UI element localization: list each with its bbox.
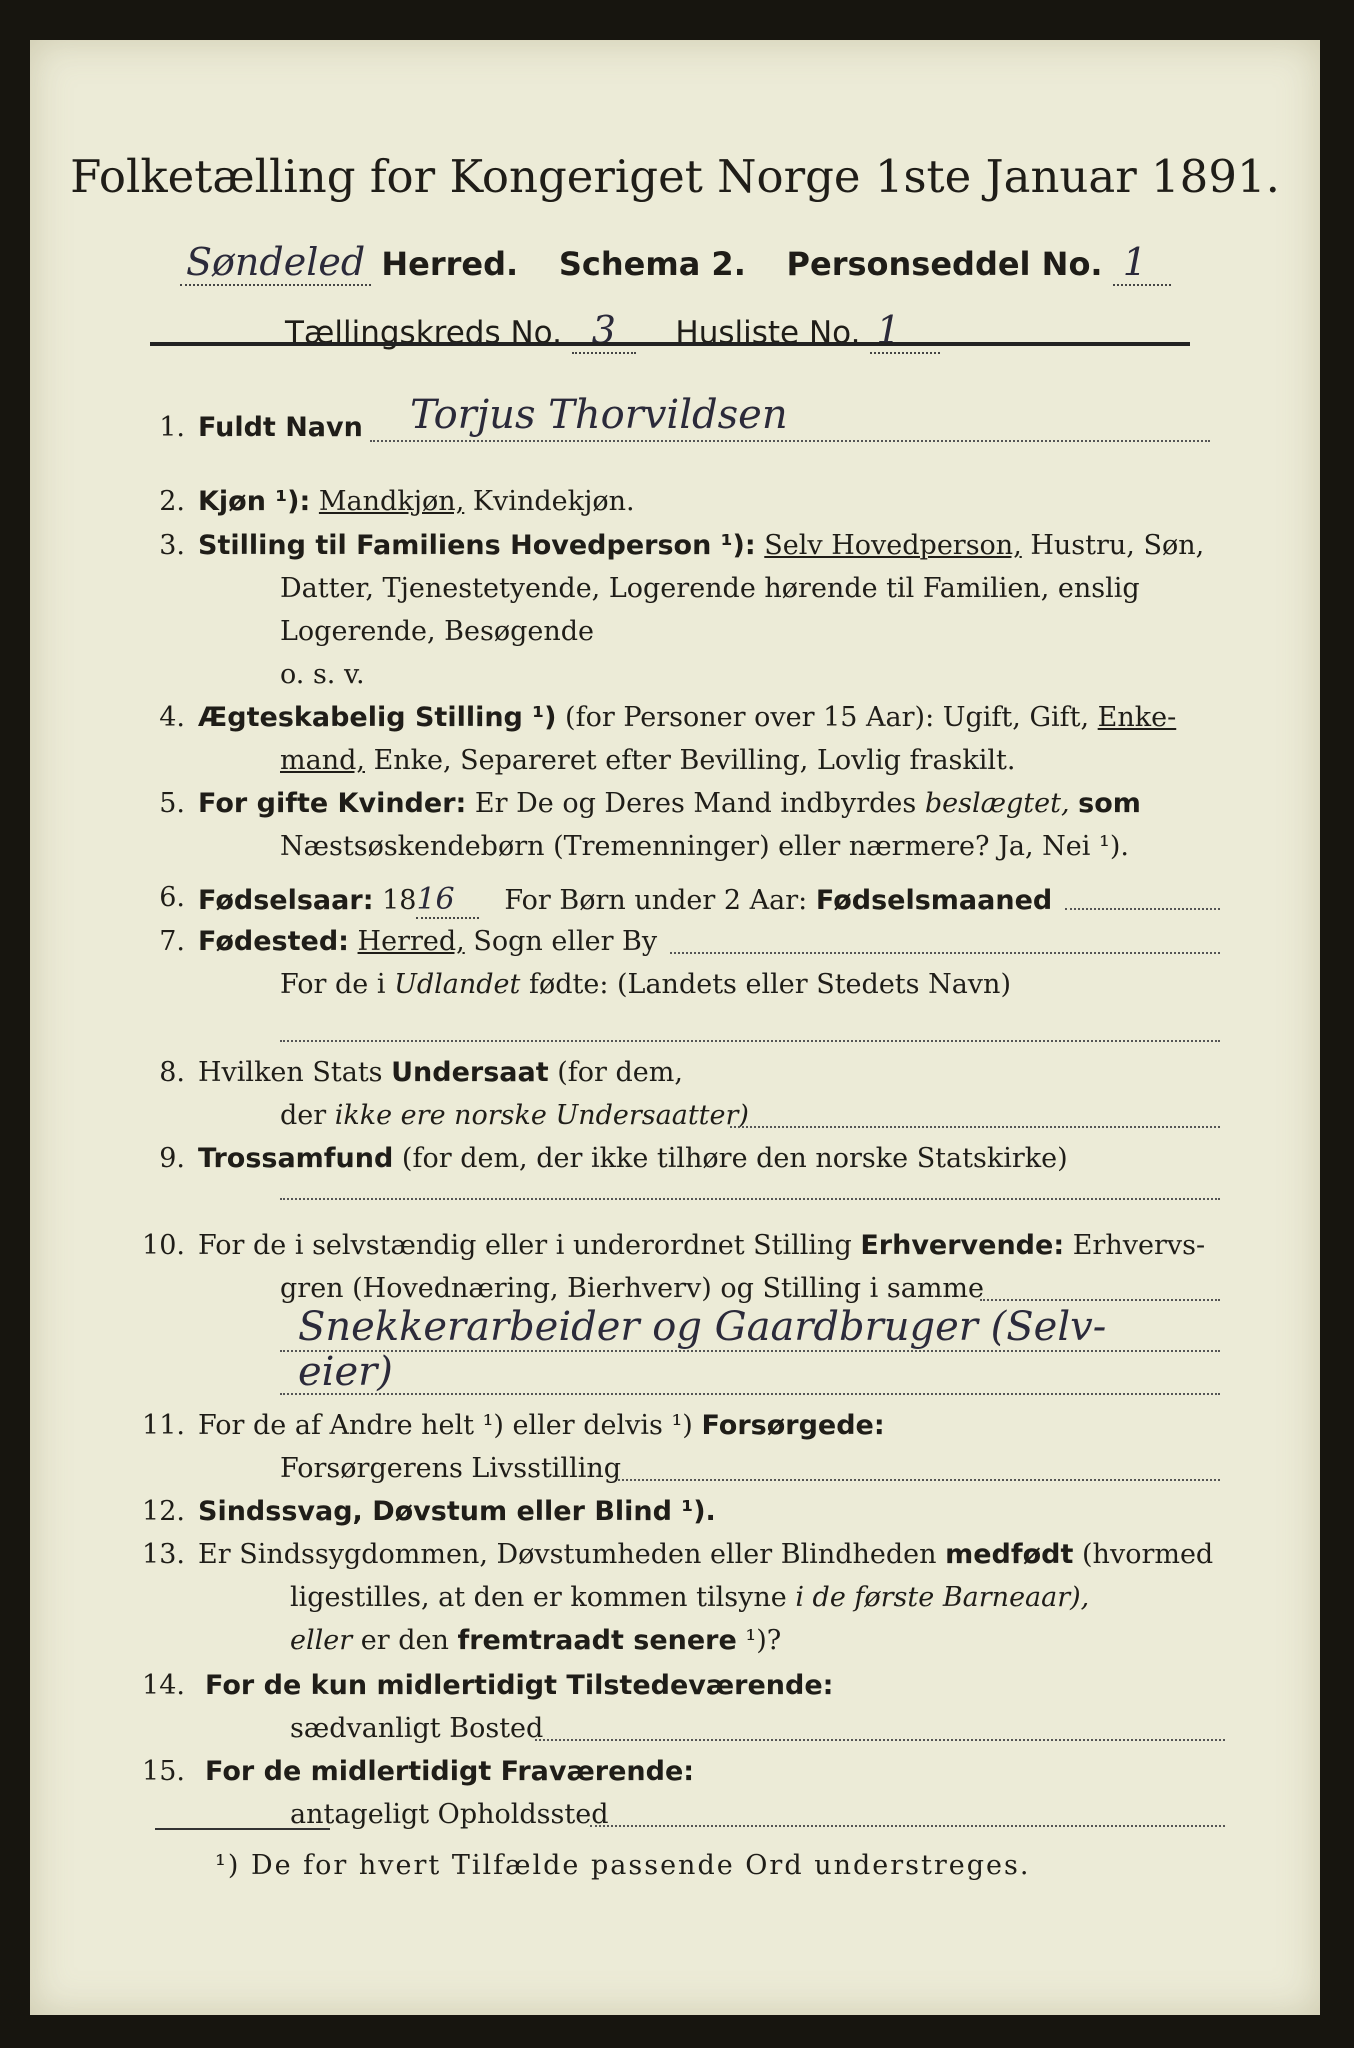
birth-year-prefix: 18 bbox=[382, 885, 417, 916]
text-part: For de i selvstændig eller i underordnet Stilling bbox=[198, 1230, 852, 1261]
item-label: fremtraadt senere bbox=[457, 1625, 737, 1656]
item-text-line2 bbox=[280, 969, 1011, 1000]
item-label: Fødselsaar: bbox=[198, 885, 374, 916]
item-text-line2 bbox=[280, 745, 1015, 776]
text-part: For de i bbox=[280, 969, 386, 1000]
item-text-rest: Hustru, Søn, bbox=[1030, 530, 1205, 561]
text-part: For de af Andre helt ¹) eller delvis ¹) bbox=[198, 1410, 693, 1441]
fill-line bbox=[618, 1479, 1220, 1481]
item-text-line2 bbox=[290, 1582, 1089, 1613]
item-text-rest: For Børn under 2 Aar: bbox=[504, 885, 808, 916]
text-italic: ikke ere norske Undersaatter) bbox=[334, 1100, 749, 1131]
fill-line bbox=[280, 1350, 1220, 1352]
item-number: 13. bbox=[142, 1539, 185, 1570]
option-enkemand-underlined: Enke- bbox=[1097, 702, 1177, 733]
header-divider bbox=[150, 342, 1190, 346]
herred-handwritten: Søndeled bbox=[180, 240, 371, 286]
husliste-label: Husliste No. bbox=[675, 315, 861, 351]
item-text-end: som bbox=[1078, 788, 1141, 819]
fill-line bbox=[590, 1825, 1225, 1827]
item-label: Kjøn ¹): bbox=[198, 486, 311, 517]
item-text-rest: (for Personer over 15 Aar): Ugift, Gift, bbox=[565, 702, 1090, 733]
item-number: 4. bbox=[159, 702, 185, 733]
item-number: 14. bbox=[142, 1670, 185, 1701]
item-text bbox=[198, 1057, 683, 1088]
item-label: Trossamfund bbox=[198, 1143, 394, 1174]
item-text-line2: Næstsøskendebørn (Tremenninger) eller nærmere? Ja, Nei ¹). bbox=[280, 831, 1129, 862]
item-number: 15. bbox=[142, 1756, 185, 1787]
item-text bbox=[198, 702, 1176, 733]
item-number: 2. bbox=[159, 486, 185, 517]
item-text-line2: gren (Hovednæring, Bierhverv) og Stilling i samme bbox=[280, 1273, 985, 1304]
item-text bbox=[198, 926, 657, 957]
text-italic: Udlandet bbox=[394, 969, 521, 1000]
text-italic: i de første Barneaar), bbox=[795, 1582, 1090, 1613]
text-part: Er Sindssygdommen, Døvstumheden eller Blindheden bbox=[198, 1539, 937, 1570]
item-text bbox=[198, 1230, 1205, 1261]
item-number: 1. bbox=[159, 412, 185, 443]
item-number: 9. bbox=[159, 1143, 185, 1174]
item-text bbox=[198, 1539, 1213, 1570]
option-herred-underlined: Herred, bbox=[357, 926, 465, 957]
item-text-line3 bbox=[290, 1625, 781, 1656]
item-number: 8. bbox=[159, 1057, 185, 1088]
item-number: 5. bbox=[159, 788, 185, 819]
text-part: fødte: (Landets eller Stedets Navn) bbox=[528, 969, 1011, 1000]
text-part: ¹)? bbox=[745, 1625, 782, 1656]
item-label: Sindssvag, Døvstum eller Blind ¹). bbox=[198, 1496, 716, 1527]
fill-line bbox=[370, 440, 1210, 442]
husliste-handwritten: 1 bbox=[870, 308, 940, 354]
item-text bbox=[198, 530, 1204, 561]
item-label: Ægteskabelig Stilling ¹) bbox=[198, 702, 557, 733]
item-label: Undersaat bbox=[391, 1057, 549, 1088]
fill-line bbox=[670, 952, 1220, 954]
text-part: der bbox=[280, 1100, 327, 1131]
item-text-italic: beslægtet, bbox=[924, 788, 1070, 819]
text-part: ligestilles, at den er kommen tilsyne bbox=[290, 1582, 787, 1613]
footnote: ¹) De for hvert Tilfælde passende Ord understreges. bbox=[215, 1850, 1031, 1881]
fill-line bbox=[980, 1299, 1220, 1301]
header-row-herred bbox=[180, 240, 1171, 284]
fill-line bbox=[280, 1198, 1220, 1200]
fill-line bbox=[280, 1393, 1220, 1395]
option-enkemand-underlined-cont: mand, bbox=[280, 745, 365, 776]
item-number: 3. bbox=[159, 530, 185, 561]
item-label-bold: Fødselsmaaned bbox=[815, 885, 1053, 916]
birth-year-handwritten: 16 bbox=[416, 882, 478, 919]
occupation-handwritten-line2: eier) bbox=[298, 1349, 393, 1395]
item-number: 11. bbox=[142, 1410, 185, 1441]
item-text-line2: Datter, Tjenestetyende, Logerende hørende til Familien, enslig bbox=[280, 573, 1140, 604]
taellingskreds-label: Tællingskreds No. bbox=[285, 315, 562, 351]
item-label: For de kun midlertidigt Tilstedeværende: bbox=[205, 1670, 834, 1701]
item-text bbox=[198, 882, 1052, 917]
text-italic: eller bbox=[290, 1625, 353, 1656]
personseddel-label: Personseddel No. bbox=[786, 245, 1103, 283]
text-part: Hvilken Stats bbox=[198, 1057, 383, 1088]
item-text bbox=[198, 486, 635, 517]
personseddel-handwritten: 1 bbox=[1113, 240, 1171, 286]
item-number: 12. bbox=[142, 1496, 185, 1527]
item-text-line2: sædvanligt Bosted bbox=[290, 1713, 544, 1744]
item-text bbox=[198, 1143, 1068, 1174]
full-name-handwritten: Torjus Thorvildsen bbox=[410, 392, 788, 438]
item-label: Forsørgede: bbox=[701, 1410, 885, 1441]
item-label: Fødested: bbox=[198, 926, 349, 957]
item-text-line2: Forsørgerens Livsstilling bbox=[280, 1453, 622, 1484]
item-label: Fuldt Navn bbox=[198, 412, 363, 443]
item-text-line2 bbox=[280, 1100, 749, 1131]
item-text-line3: Logerende, Besøgende bbox=[280, 616, 594, 647]
text-part: (for dem, bbox=[557, 1057, 683, 1088]
schema-label: Schema 2. bbox=[558, 245, 746, 283]
fill-line bbox=[730, 1126, 1220, 1128]
item-text bbox=[198, 1410, 885, 1441]
item-label: For gifte Kvinder: bbox=[198, 788, 467, 819]
item-text-line2: antageligt Opholdssted bbox=[290, 1799, 609, 1830]
census-form-page bbox=[30, 40, 1320, 2015]
fill-line bbox=[535, 1739, 1225, 1741]
item-number: 7. bbox=[159, 926, 185, 957]
occupation-handwritten-line1: Snekkerarbeider og Gaardbruger (Selv- bbox=[298, 1304, 1107, 1350]
fill-line bbox=[280, 1040, 1220, 1042]
herred-label: Herred. bbox=[381, 245, 519, 283]
item-label: Erhvervende: bbox=[860, 1230, 1065, 1261]
text-part: (for dem, der ikke tilhøre den norske Statskirke) bbox=[401, 1143, 1068, 1174]
text-part: Erhvervs- bbox=[1072, 1230, 1206, 1261]
text-part: (hvormed bbox=[1082, 1539, 1214, 1570]
item-text-rest: Er De og Deres Mand indbyrdes bbox=[474, 788, 917, 819]
item-label: medfødt bbox=[945, 1539, 1074, 1570]
item-number: 10. bbox=[142, 1230, 185, 1261]
option-kvindekjon: Kvindekjøn. bbox=[472, 486, 635, 517]
item-label: Stilling til Familiens Hovedperson ¹): bbox=[198, 530, 756, 561]
item-text-rest: Sogn eller By bbox=[473, 926, 658, 957]
item-text bbox=[198, 788, 1141, 819]
taellingskreds-handwritten: 3 bbox=[572, 308, 636, 354]
form-title: Folketælling for Kongeriget Norge 1ste Januar 1891. bbox=[70, 150, 1280, 203]
option-selv-hovedperson-underlined: Selv Hovedperson, bbox=[764, 530, 1022, 561]
option-mandkjon-underlined: Mandkjøn, bbox=[318, 486, 465, 517]
item-label: For de midlertidigt Fraværende: bbox=[205, 1756, 695, 1787]
fill-line bbox=[1065, 908, 1220, 910]
item-text-rest: Enke, Separeret efter Bevilling, Lovlig fraskilt. bbox=[373, 745, 1016, 776]
item-number: 6. bbox=[159, 882, 185, 913]
item-text-line4: o. s. v. bbox=[280, 659, 365, 690]
text-part: er den bbox=[360, 1625, 449, 1656]
footnote-divider bbox=[155, 1828, 330, 1830]
